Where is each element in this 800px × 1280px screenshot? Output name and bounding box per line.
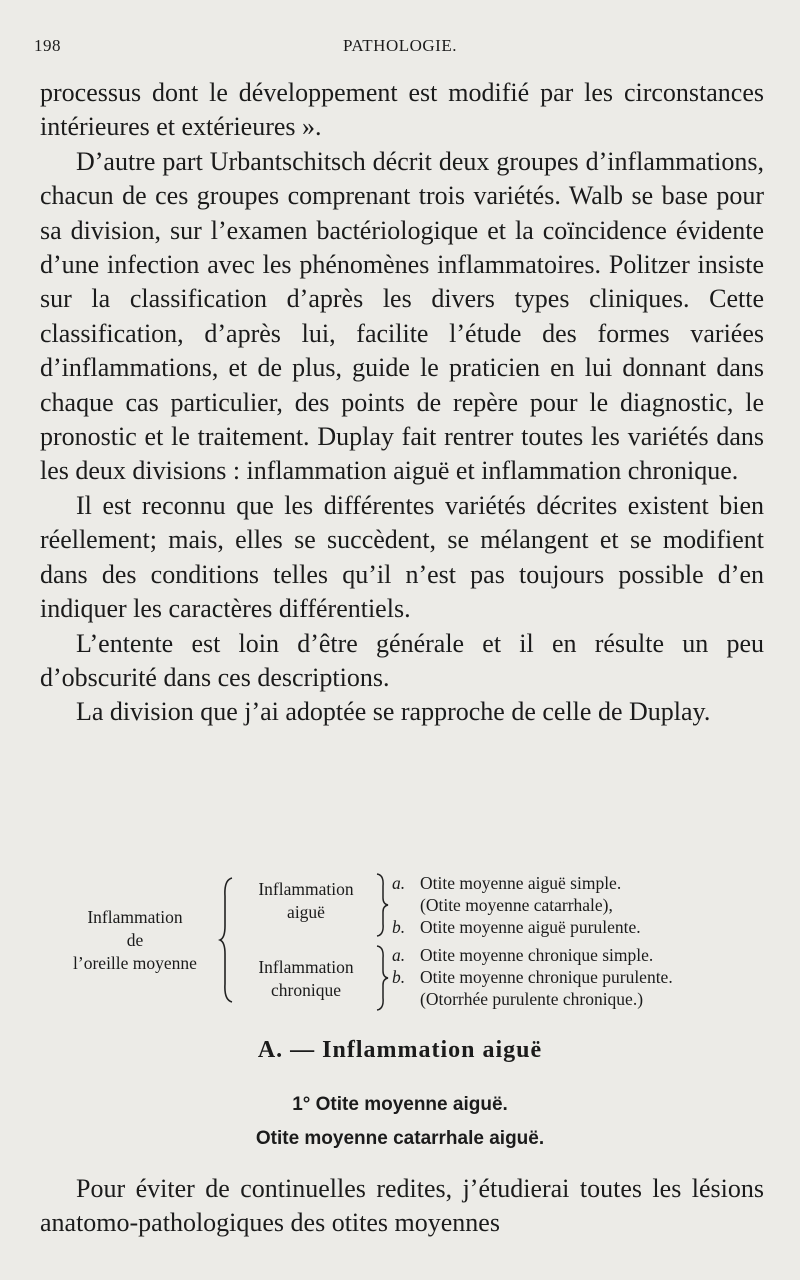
item-text: Otite moyenne chronique purulente. [420, 967, 673, 987]
item-text: (Otorrhée purulente chronique.) [420, 989, 644, 1009]
classification-item [392, 916, 641, 938]
paragraph: L’entente est loin d’être générale et il en résulte un peu d’obscurité dans ces descriptions. [40, 628, 764, 692]
subsection-title: 1° Otite moyenne aiguë. [292, 1094, 508, 1115]
classification-table [40, 870, 764, 1020]
item-text: Otite moyenne aiguë simple. [420, 873, 622, 893]
group-label-line: Inflammation [258, 957, 354, 977]
brace-icon [218, 876, 236, 1004]
body-text-bottom [40, 1172, 764, 1241]
group-label-line: aiguë [287, 902, 325, 922]
root-line: Inflammation [87, 907, 183, 927]
section-title: A. — Inflammation aiguë [257, 1037, 543, 1063]
classification-item [392, 894, 613, 916]
brace-icon [374, 944, 390, 1012]
page-number: 198 [34, 36, 61, 55]
group-label-line: Inflammation [258, 879, 354, 899]
group-label-acute [236, 878, 376, 924]
subsection-subtitle: Otite moyenne catarrhale aiguë. [255, 1128, 545, 1149]
classification-root [50, 906, 220, 975]
root-line: l’oreille moyenne [73, 953, 197, 973]
running-header [34, 36, 766, 60]
paragraph: Pour éviter de continuelles redites, j’étudierai toutes les lésions anatomo-pathologiques des otites moyennes [40, 1174, 764, 1238]
paragraph: processus dont le développement est modifié par les circonstances intérieures et extérieures ». [40, 78, 764, 142]
item-letter: b. [392, 917, 406, 937]
item-text: Otite moyenne aiguë purulente. [420, 917, 641, 937]
item-text: Otite moyenne chronique simple. [420, 945, 654, 965]
paragraph: Il est reconnu que les différentes variétés décrites existent bien réellement; mais, elles se succèdent, se mélangent et se modifient dans des conditions telles qu’il n’est pas toujours possible d’en indiquer les caractères différentiels. [40, 490, 764, 624]
item-letter: b. [392, 967, 406, 987]
body-text-top [40, 76, 764, 730]
group-label-chronic [236, 956, 376, 1002]
paragraph: D’autre part Urbantschitsch décrit deux groupes d’inflammations, chacun de ces groupes comprenant trois variétés. Walb se base pour sa division, sur l’examen bactériologique et la coïncidence évidente d’une infection avec les phénomènes inflammatoires. Politzer insiste sur la classification d’après les divers types cliniques. Cette classification, d’après lui, facilite l’étude des formes variées d’inflammations, et de plus, guide le praticien en lui donnant dans chaque cas particulier, des points de repère pour le diagnostic, le pronostic et le traitement. Duplay fait rentrer toutes les variétés dans les deux divisions : inflammation aiguë et inflammation chronique. [40, 146, 764, 486]
classification-item [392, 872, 621, 894]
brace-icon [374, 872, 390, 938]
item-text: (Otite moyenne catarrhale), [420, 895, 613, 915]
item-letter: a. [392, 945, 406, 965]
classification-item [392, 944, 653, 966]
paragraph: La division que j’ai adoptée se rapproche de celle de Duplay. [76, 697, 711, 727]
item-letter: a. [392, 873, 406, 893]
group-label-line: chronique [271, 980, 341, 1000]
classification-item [392, 966, 673, 988]
classification-item [392, 988, 643, 1010]
running-title: PATHOLOGIE. [343, 36, 457, 55]
root-line: de [126, 930, 144, 950]
